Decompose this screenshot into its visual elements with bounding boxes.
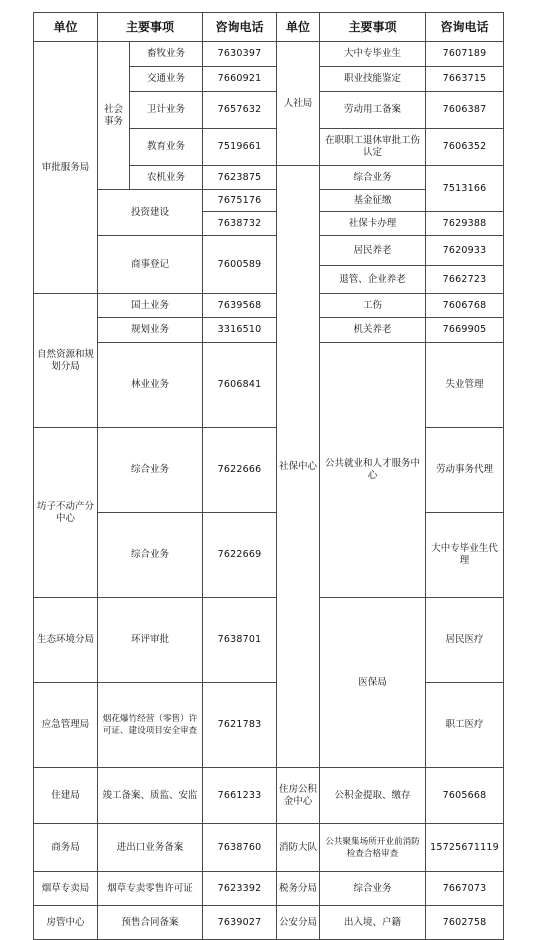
unit-xiaofang: 消防大队 xyxy=(277,824,320,872)
phone-cell: 7605668 xyxy=(426,768,504,824)
item-cell: 国土业务 xyxy=(98,294,203,318)
item-cell: 基金征缴 xyxy=(320,190,426,212)
phone-cell: 7661233 xyxy=(203,768,277,824)
phone-cell: 7629388 xyxy=(426,212,504,236)
phone-cell: 7606387 xyxy=(426,92,504,129)
table-row xyxy=(34,598,504,683)
header-phone-right: 咨询电话 xyxy=(426,13,504,42)
unit-fangguan: 房管中心 xyxy=(34,906,98,940)
phone-cell: 7606352 xyxy=(426,129,504,166)
phone-cell: 7662723 xyxy=(426,266,504,294)
item-cell: 综合业务 xyxy=(98,428,203,513)
header-item-right: 主要事项 xyxy=(320,13,426,42)
table-row xyxy=(34,42,504,67)
phone-cell: 7638701 xyxy=(203,598,277,683)
table-row xyxy=(34,768,504,824)
phone-cell: 7602758 xyxy=(426,906,504,940)
item-cell: 竣工备案、质监、安监 xyxy=(98,768,203,824)
phone-cell: 15725671119 xyxy=(426,824,504,872)
item-cell: 进出口业务备案 xyxy=(98,824,203,872)
item-cell: 居民养老 xyxy=(320,236,426,266)
phone-cell: 7669905 xyxy=(426,318,504,343)
table-row xyxy=(34,683,504,768)
item-cell: 畜牧业务 xyxy=(130,42,203,67)
item-cell: 综合业务 xyxy=(320,872,426,906)
table-row xyxy=(34,872,504,906)
unit-ziran: 自然资源和规划分局 xyxy=(34,294,98,428)
unit-shengtai: 生态环境分局 xyxy=(34,598,98,683)
header-row xyxy=(34,13,504,42)
unit-renshe: 人社局 xyxy=(277,42,320,166)
unit-shangwu: 商务局 xyxy=(34,824,98,872)
phone-cell: 7622669 xyxy=(203,513,277,598)
unit-fangzi: 坊子不动产分中心 xyxy=(34,428,98,598)
table-row xyxy=(34,513,504,598)
item-cell: 职工医疗 xyxy=(426,683,504,768)
item-cell: 在职职工退休审批工伤认定 xyxy=(320,129,426,166)
unit-gongjijin: 住房公积金中心 xyxy=(277,768,320,824)
phone-cell: 7606841 xyxy=(203,343,277,428)
phone-cell: 7675176 xyxy=(203,190,277,212)
item-cell: 退管、企业养老 xyxy=(320,266,426,294)
unit-shenpi: 审批服务局 xyxy=(34,42,98,294)
unit-gonggong: 公共就业和人才服务中心 xyxy=(320,343,426,598)
item-cell: 商事登记 xyxy=(98,236,203,294)
phone-cell: 7638732 xyxy=(203,212,277,236)
phone-cell: 7623875 xyxy=(203,166,277,190)
item-cell: 公共聚集场所开业前消防检查合格审查 xyxy=(320,824,426,872)
table-row xyxy=(34,236,504,266)
item-cell: 教育业务 xyxy=(130,129,203,166)
item-cell: 职业技能鉴定 xyxy=(320,67,426,92)
header-unit-left: 单位 xyxy=(34,13,98,42)
item-cell: 出入境、户籍 xyxy=(320,906,426,940)
item-cell: 烟花爆竹经营（零售）许可证、建设项目安全审查 xyxy=(98,683,203,768)
table-row xyxy=(34,428,504,513)
phone-cell: 7639568 xyxy=(203,294,277,318)
unit-shebao: 社保中心 xyxy=(277,166,320,768)
phone-cell: 7639027 xyxy=(203,906,277,940)
item-cell: 工伤 xyxy=(320,294,426,318)
item-cell: 公积金提取、缴存 xyxy=(320,768,426,824)
item-cell: 居民医疗 xyxy=(426,598,504,683)
item-cell: 交通业务 xyxy=(130,67,203,92)
table-row xyxy=(34,294,504,318)
consultation-phone-table xyxy=(33,12,504,940)
phone-cell: 7621783 xyxy=(203,683,277,768)
item-cell: 劳动用工备案 xyxy=(320,92,426,129)
phone-cell: 7630397 xyxy=(203,42,277,67)
unit-yancao: 烟草专卖局 xyxy=(34,872,98,906)
phone-cell: 7663715 xyxy=(426,67,504,92)
item-cell: 卫计业务 xyxy=(130,92,203,129)
phone-cell: 7607189 xyxy=(426,42,504,67)
phone-cell: 7622666 xyxy=(203,428,277,513)
header-item-left: 主要事项 xyxy=(98,13,203,42)
item-cell: 环评审批 xyxy=(98,598,203,683)
item-cell: 林业业务 xyxy=(98,343,203,428)
social-affairs-label: 社会事务 xyxy=(98,42,130,190)
header-unit-right: 单位 xyxy=(277,13,320,42)
item-cell: 烟草专卖零售许可证 xyxy=(98,872,203,906)
phone-cell: 7660921 xyxy=(203,67,277,92)
phone-cell: 7623392 xyxy=(203,872,277,906)
phone-cell: 7657632 xyxy=(203,92,277,129)
item-cell: 农机业务 xyxy=(130,166,203,190)
unit-yibao: 医保局 xyxy=(320,598,426,768)
item-cell: 预售合同备案 xyxy=(98,906,203,940)
item-cell: 规划业务 xyxy=(98,318,203,343)
phone-cell: 7519661 xyxy=(203,129,277,166)
table-row xyxy=(34,318,504,343)
consultation-table-wrapper xyxy=(33,12,504,940)
phone-cell: 7606768 xyxy=(426,294,504,318)
phone-cell: 7620933 xyxy=(426,236,504,266)
phone-cell: 7638760 xyxy=(203,824,277,872)
item-cell: 大中专毕业生代理 xyxy=(426,513,504,598)
unit-yingji: 应急管理局 xyxy=(34,683,98,768)
unit-zhujian: 住建局 xyxy=(34,768,98,824)
table-row xyxy=(34,824,504,872)
table-row xyxy=(34,906,504,940)
phone-cell: 7667073 xyxy=(426,872,504,906)
item-cell: 社保卡办理 xyxy=(320,212,426,236)
table-row xyxy=(34,343,504,428)
header-phone-left: 咨询电话 xyxy=(203,13,277,42)
item-cell: 大中专毕业生 xyxy=(320,42,426,67)
item-cell: 机关养老 xyxy=(320,318,426,343)
unit-gongan: 公安分局 xyxy=(277,906,320,940)
item-cell: 投资建设 xyxy=(98,190,203,236)
phone-cell: 7513166 xyxy=(426,166,504,212)
phone-cell: 3316510 xyxy=(203,318,277,343)
item-cell: 综合业务 xyxy=(98,513,203,598)
item-cell: 综合业务 xyxy=(320,166,426,190)
unit-shuiwu: 税务分局 xyxy=(277,872,320,906)
item-cell: 劳动事务代理 xyxy=(426,428,504,513)
phone-cell: 7600589 xyxy=(203,236,277,294)
item-cell: 失业管理 xyxy=(426,343,504,428)
